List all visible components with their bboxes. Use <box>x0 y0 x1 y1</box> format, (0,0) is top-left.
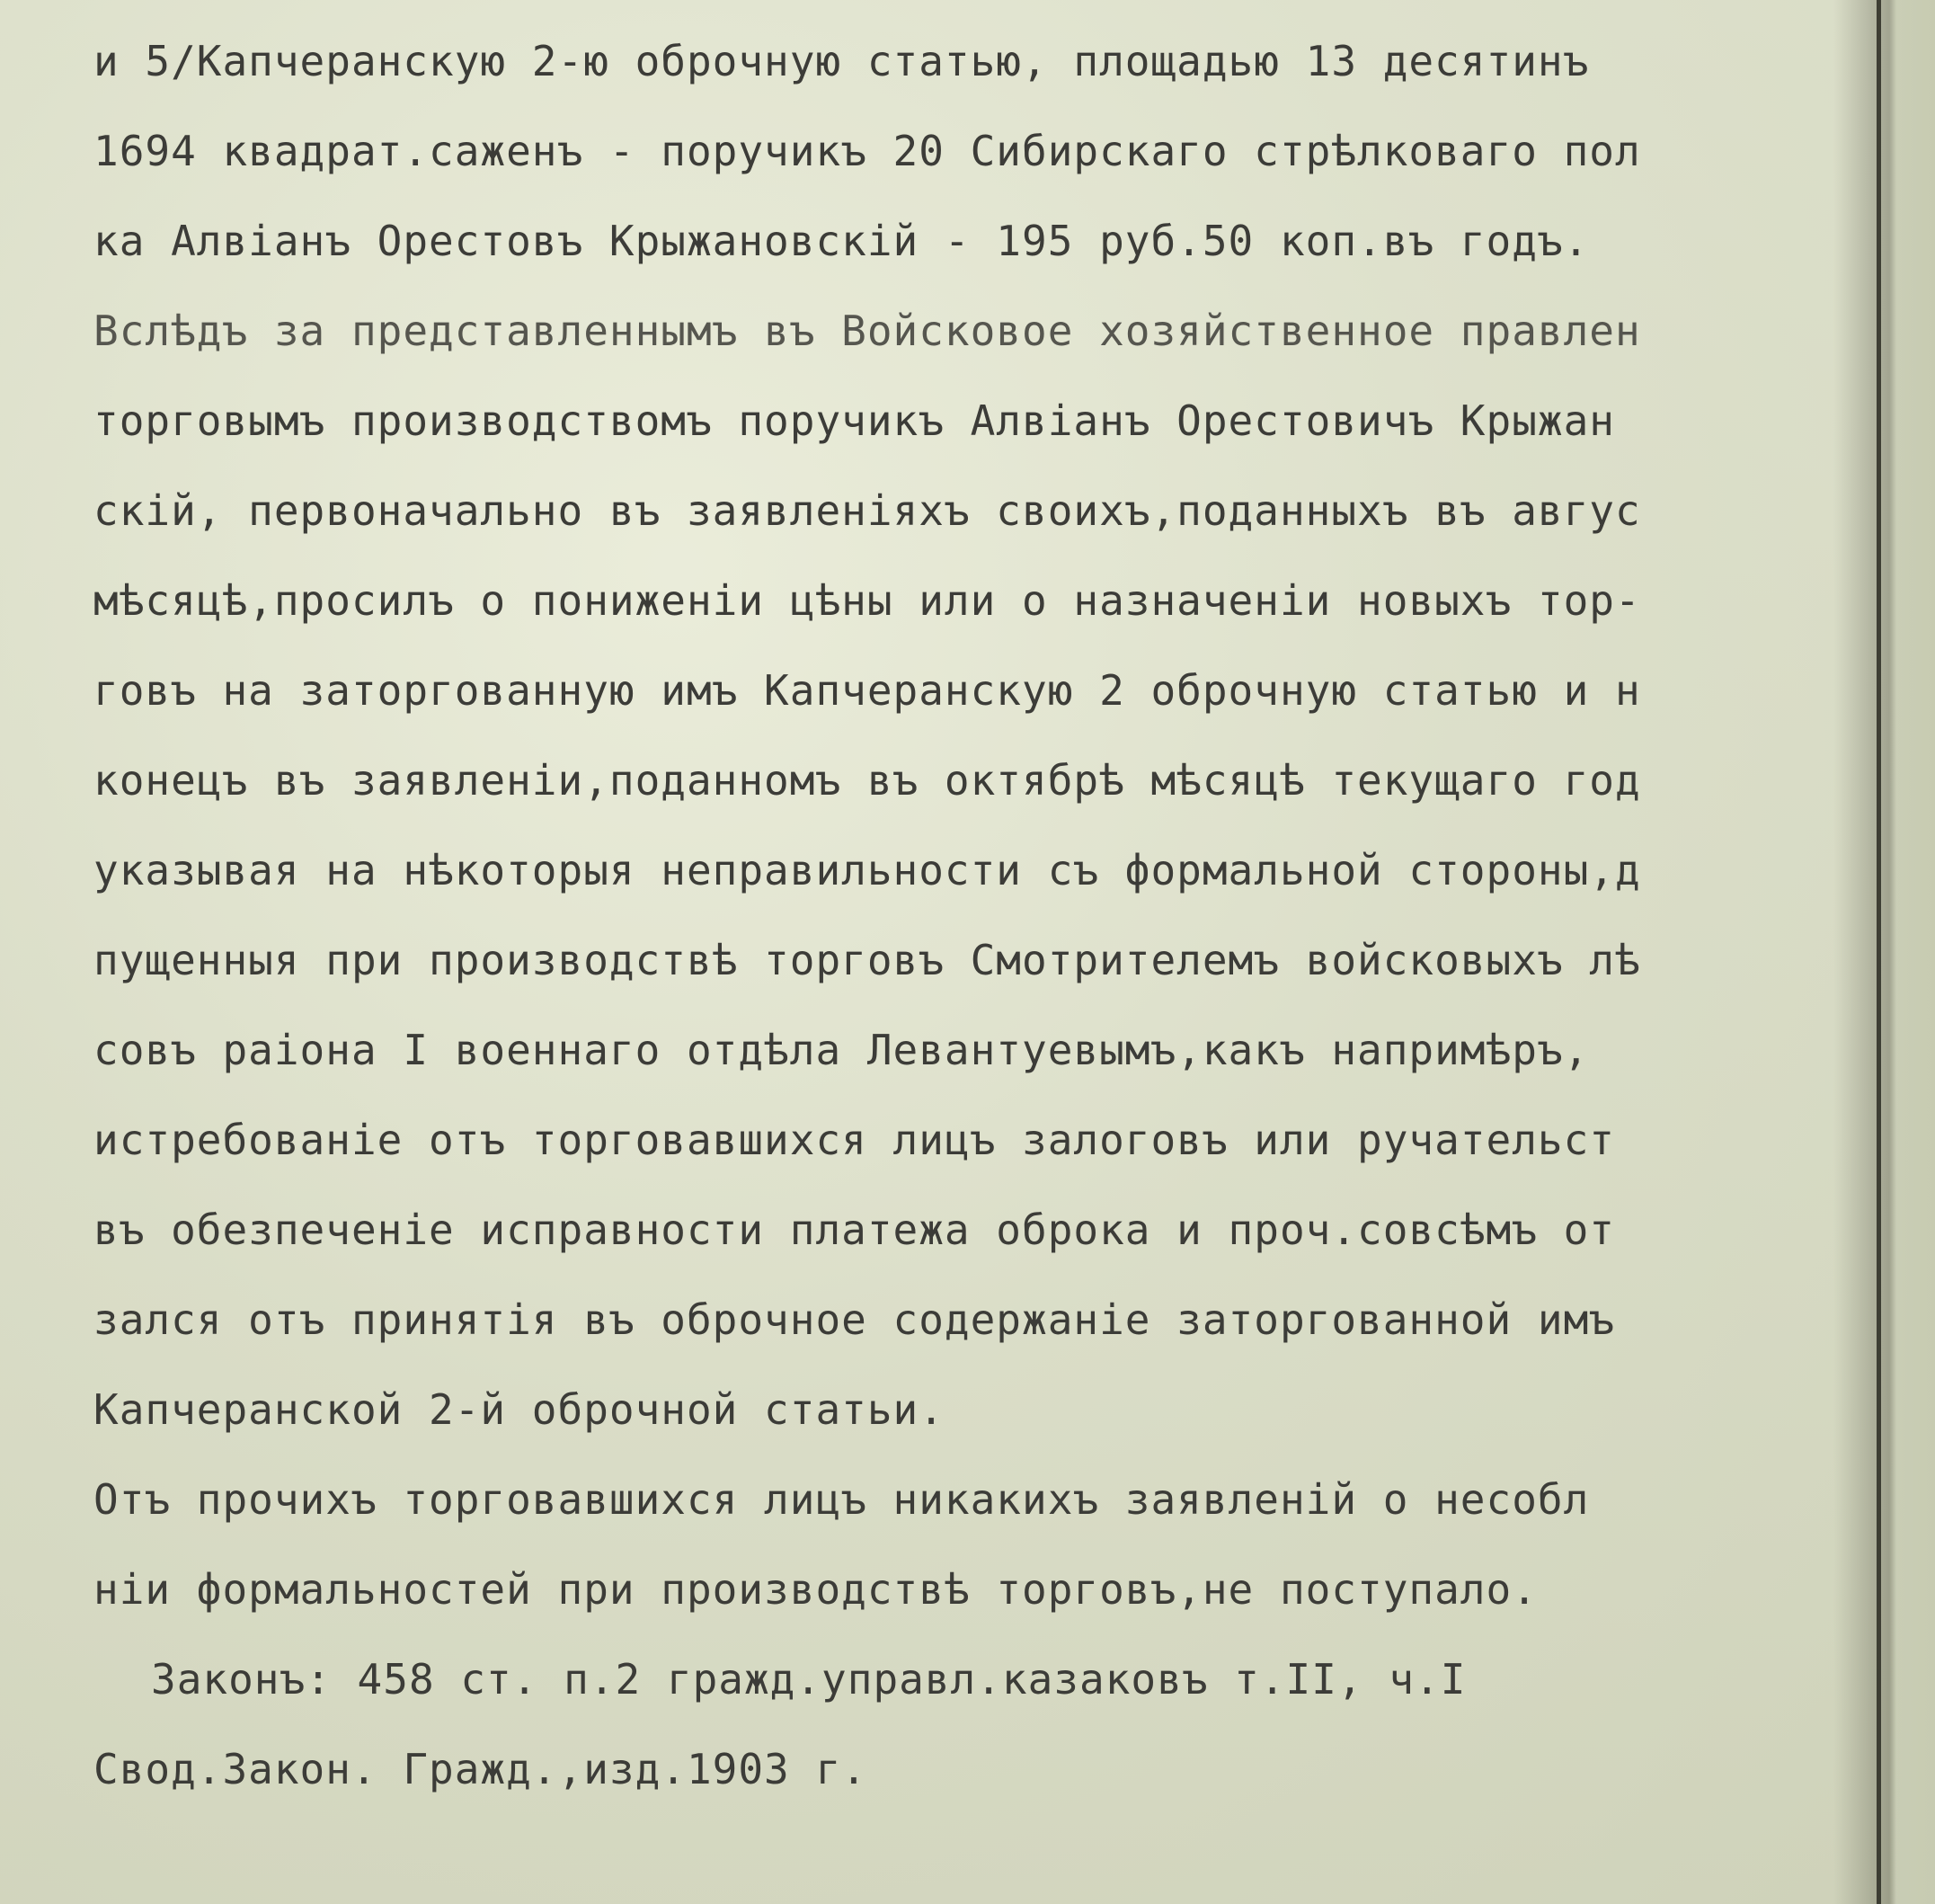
text-line-14: въ обезпеченіе исправности платежа оброка и проч.совсѣмъ от <box>93 1206 1615 1254</box>
typed-text-block <box>93 16 1882 1859</box>
text-line-16: Капчеранской 2-й оброчной статьи. <box>93 1385 945 1434</box>
text-line-2: 1694 квадрат.саженъ - поручикъ 20 Сибирскаго стрѣлковаго пол <box>93 127 1641 175</box>
text-line-12: совъ раіона I военнаго отдѣла Левантуевымъ,какъ напримѣръ, <box>93 1026 1590 1074</box>
text-line-7: мѣсяцѣ,просилъ о пониженіи цѣны или о назначеніи новыхъ тор- <box>93 576 1641 625</box>
text-line-8: говъ на заторгованную имъ Капчеранскую 2 оброчную статью и н <box>93 666 1641 715</box>
text-line-10: указывая на нѣкоторыя неправильности съ формальной стороны,д <box>93 846 1641 894</box>
text-line-4: Вслѣдъ за представленнымъ въ Войсковое хозяйственное правлен <box>93 307 1641 355</box>
text-line-18: ніи формальностей при производствѣ торговъ,не поступало. <box>93 1565 1538 1614</box>
text-line-20: Свод.Закон. Гражд.,изд.1903 г. <box>93 1745 867 1793</box>
text-line-9: конецъ въ заявленіи,поданномъ въ октябрѣ мѣсяцѣ текущаго год <box>93 756 1641 805</box>
text-line-6: скій, первоначально въ заявленіяхъ своихъ,поданныхъ въ авгус <box>93 486 1641 535</box>
text-line-15: зался отъ принятія въ оброчное содержаніе заторгованной имъ <box>93 1295 1615 1344</box>
text-line-19: Законъ: 458 ст. п.2 гражд.управл.казаковъ т.II, ч.I <box>151 1655 1467 1704</box>
text-line-11: пущенныя при производствѣ торговъ Смотрителемъ войсковыхъ лѣ <box>93 936 1641 984</box>
text-line-1: и 5/Капчеранскую 2-ю оброчную статью, площадью 13 десятинъ <box>93 37 1590 85</box>
text-line-3: ка Алвіанъ Орестовъ Крыжановскій - 195 руб.50 коп.въ годъ. <box>93 217 1590 265</box>
text-line-17: Отъ прочихъ торговавшихся лицъ никакихъ заявленій о несобл <box>93 1475 1590 1524</box>
text-line-5: торговымъ производствомъ поручикъ Алвіанъ Орестовичъ Крыжан <box>93 396 1615 445</box>
text-line-13: истребованіе отъ торговавшихся лицъ залоговъ или ручательст <box>93 1116 1615 1164</box>
